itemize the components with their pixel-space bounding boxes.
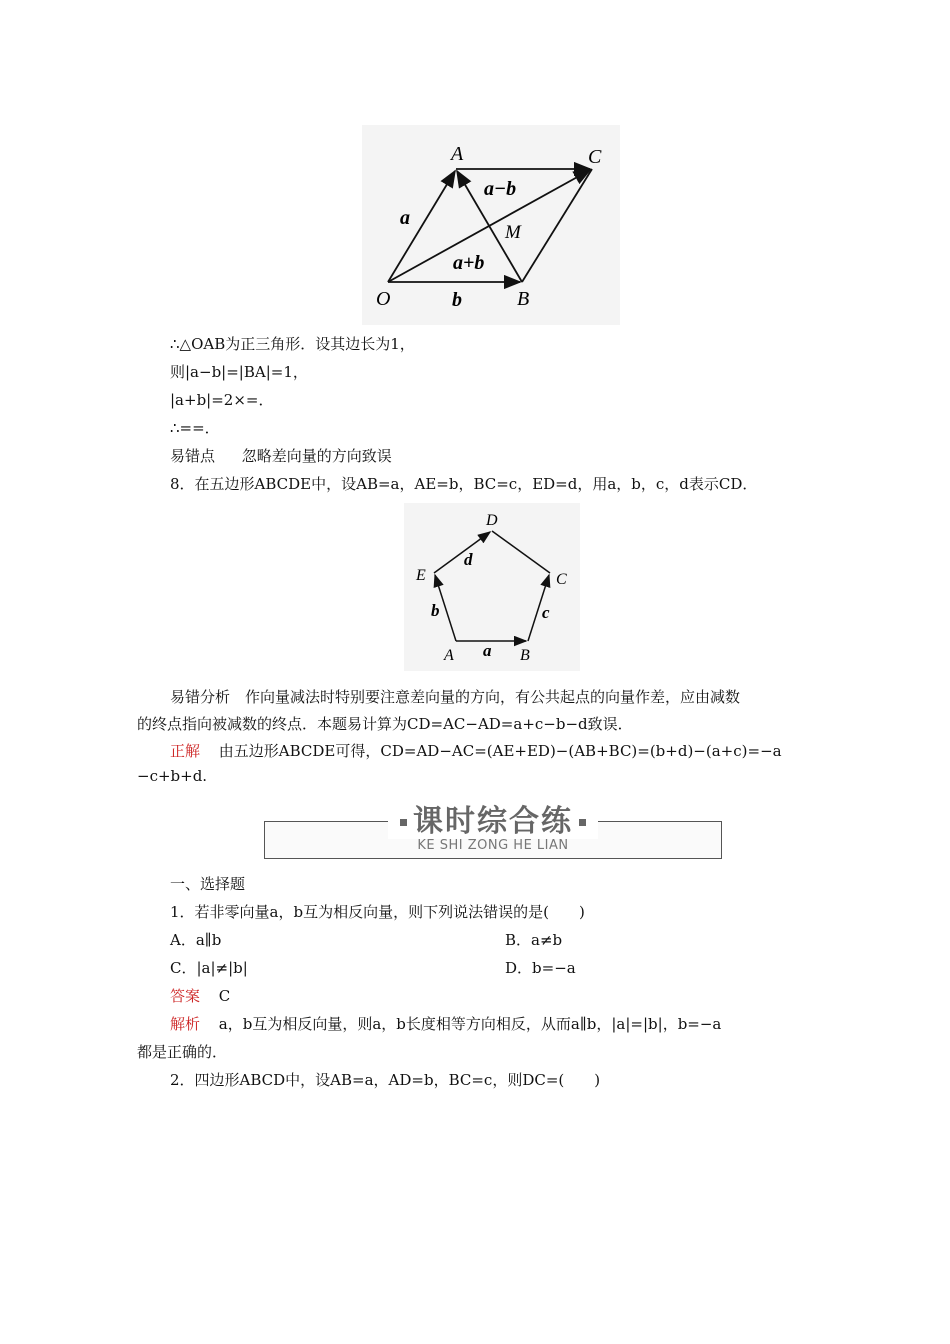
label-vec-b: b [452,289,462,311]
label-vec-b2: b [431,601,440,620]
label-A2: A [444,647,454,664]
error-point-row [170,445,392,466]
label-O: O [376,288,391,310]
vector-oa [388,171,455,282]
label-vec-a: a [400,207,410,229]
text-line-2: 则|a−b|=|BA|=1， [170,363,308,381]
label-vec-a-plus-b: a+b [453,252,485,274]
text-line-1: ∴△OAB为正三角形．设其边长为1， [170,335,415,353]
banner-title-row [265,796,721,840]
section-banner [264,804,722,859]
q1-explain-row [170,1013,721,1034]
label-vec-d: d [464,550,473,569]
label-C: C [588,146,602,168]
analysis-line-2: 的终点指向被减数的终点．本题易计算为CD=AC−AD=a+c−b−d致误． [137,715,633,733]
explain-label: 解析 [170,1015,201,1033]
parallelogram-diagram [362,125,620,325]
q2-stem: 2．四边形ABCD中，设AB=a，AD=b，BC=c，则DC=( ) [170,1071,601,1089]
label-vec-a-minus-b: a−b [484,178,517,200]
q1-option-b: B．a≠b [505,931,563,949]
explain-text-1: a，b互为相反向量，则a，b长度相等方向相反，从而a∥b，|a|=|b|，b=−a [218,1015,722,1033]
solution-label: 正解 [170,742,201,760]
q1-option-c: C．|a|≠|b| [170,959,248,977]
q1-explain-line-2: 都是正确的． [137,1043,228,1061]
q1-answer-row [170,985,230,1006]
figure-pentagon [404,503,580,671]
problem-8: 8．在五边形ABCDE中，设AB=a，AE=b，BC=c，ED=d，用a，b，c，d表示CD． [170,475,758,493]
label-B: B [517,288,530,310]
banner-title: 课时综合练 [413,804,573,839]
segment-dc [492,531,550,573]
q1-option-a: A．a∥b [170,931,222,949]
q1-stem: 1．若非零向量a，b互为相反向量，则下列说法错误的是( ) [170,903,585,921]
text-line-4: ∴==． [170,419,220,437]
label-A: A [451,143,464,165]
label-C2: C [556,571,567,588]
vector-ed [434,532,490,573]
square-icon [579,819,586,826]
error-point-label: 易错点 [170,447,216,465]
figure-parallelogram [362,125,620,325]
error-point-text: 忽略差向量的方向致误 [241,447,392,465]
banner-subtitle: KE SHI ZONG HE LIAN [417,838,569,853]
text-line-3: |a+b|=2×=． [170,391,274,409]
analysis-line-1: 易错分析 作向量减法时特别要注意差向量的方向，有公共起点的向量作差，应由减数 [170,688,741,706]
section-title: 一、选择题 [170,875,246,893]
square-icon [400,819,407,826]
solution-text-1: 由五边形ABCDE可得，CD=AD−AC=(AE+ED)−(AB+BC)=(b+d)−(a+c)=−a [218,742,782,760]
answer-label: 答案 [170,987,201,1005]
label-B2: B [520,647,530,664]
answer-value: C [218,987,231,1005]
label-E: E [416,567,426,584]
label-D: D [486,512,498,529]
label-vec-a2: a [483,641,492,660]
label-M: M [505,222,521,243]
label-vec-c: c [542,603,550,622]
q1-option-d: D．b=−a [505,959,576,977]
solution-line-2: −c+b+d. [137,767,208,785]
pentagon-diagram [404,503,580,671]
solution-line-1 [170,740,782,761]
segment-bc [522,169,592,282]
